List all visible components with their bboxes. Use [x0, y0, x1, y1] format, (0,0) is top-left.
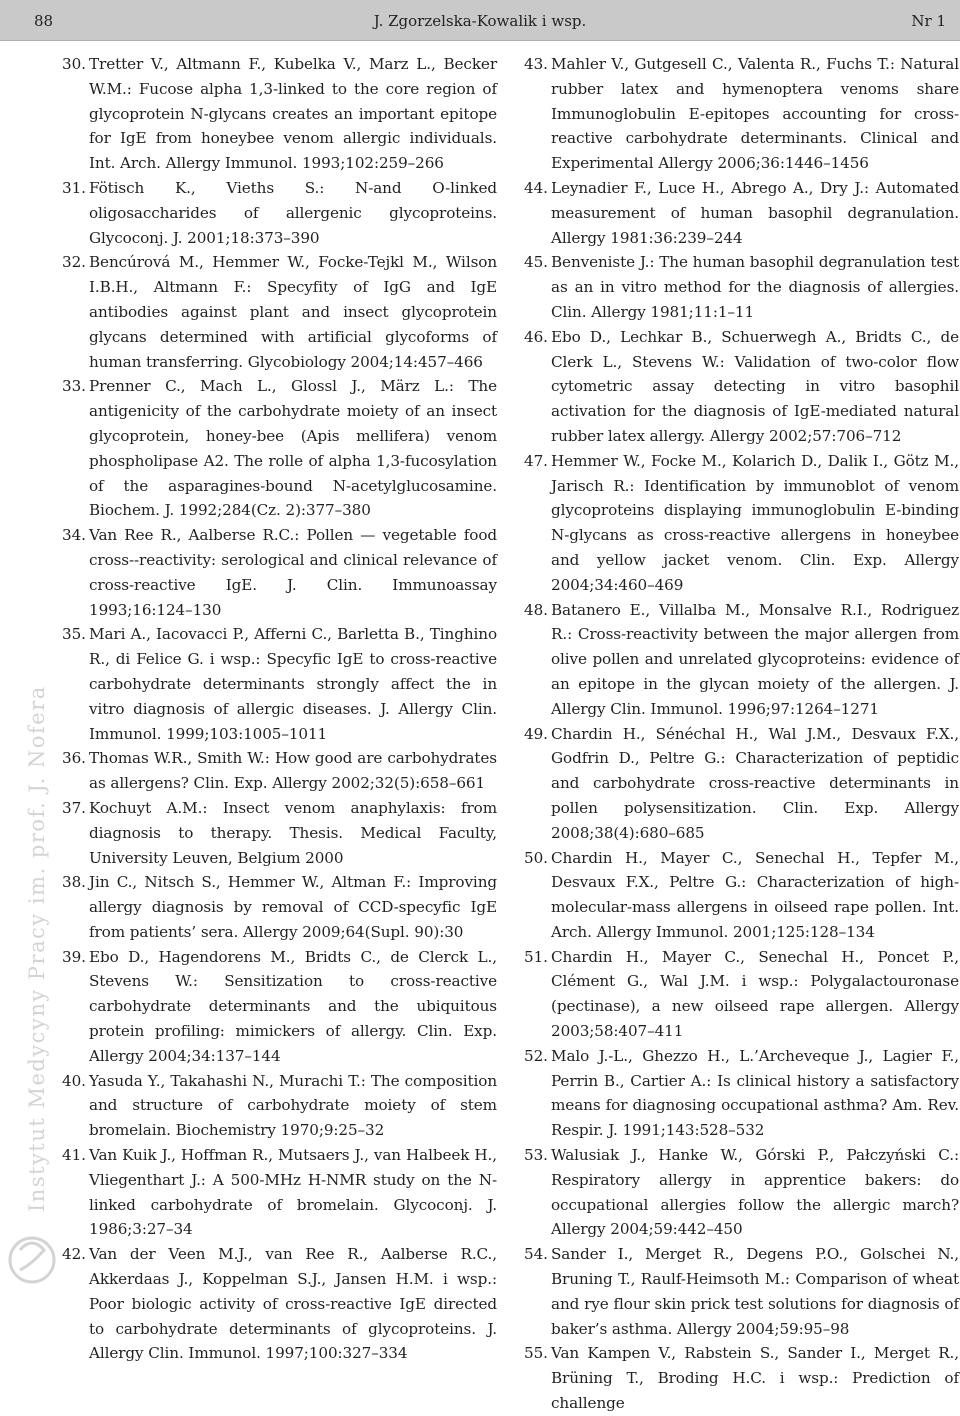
reference-item	[62, 176, 497, 250]
reference-number: 35.	[62, 625, 86, 644]
reference-item	[524, 176, 959, 250]
watermark-logo-icon	[10, 1238, 54, 1282]
reference-text: Walusiak J., Hanke W., Górski P., Pałczyński C.: Respiratory allergy in apprentice bakers: do occupational allergies follow the allergic march? Allergy 2004;59:442–450	[551, 1146, 959, 1239]
reference-item	[62, 1242, 497, 1366]
reference-number: 38.	[62, 873, 86, 892]
reference-number: 32.	[62, 253, 86, 272]
reference-text: Fötisch K., Vieths S.: N-and O-linked oligosaccharides of allergenic glycoproteins. Glycoconj. J. 2001;18:373–390	[89, 178, 497, 247]
reference-number: 37.	[62, 798, 86, 817]
reference-item	[524, 945, 959, 1044]
reference-item	[524, 250, 959, 324]
reference-text: Malo J.-L., Ghezzo H., L.’Archeveque J., Lagier F., Perrin B., Cartier A.: Is clinical history a satisfactory means for diagnosing occupational asthma? Am. Rev. Respir. J. 1991;143:528–532	[551, 1046, 959, 1140]
reference-number: 36.	[62, 749, 86, 768]
reference-number: 44.	[524, 178, 548, 197]
watermark-text: Instytut Medycyny Pracy im. prof. J. Nofera	[25, 685, 49, 1212]
reference-text: Hemmer W., Focke M., Kolarich D., Dalik I., Götz M., Jarisch R.: Identification by immunoblot of venom glycoproteins displaying immunoglobulin E-binding N-glycans as cross-reactive allergens in honeybee and yellow jacket venom. Clin. Exp. Allergy 2004;34:460–469	[551, 451, 959, 594]
reference-text: Chardin H., Sénéchal H., Wal J.M., Desvaux F.X., Godfrin D., Peltre G.: Characterization of peptidic and carbohydrate cross-reactive determinants in pollen polysensitization. Clin. Exp. Allergy 2008;38(4):680–685	[551, 724, 959, 842]
reference-item	[524, 846, 959, 945]
reference-number: 39.	[62, 947, 86, 966]
reference-item	[62, 250, 497, 374]
reference-item	[62, 746, 497, 796]
reference-text: Mari A., Iacovacci P., Afferni C., Barletta B., Tinghino R., di Felice G. i wsp.: Specyfic IgE to cross-reactive carbohydrate determinants strongly affect the in vitro diagnosis of allergic diseases. J. Allergy Clin. Immunol. 1999;103:1005–1011	[89, 625, 497, 743]
reference-number: 34.	[62, 526, 86, 545]
reference-number: 30.	[62, 55, 86, 73]
reference-number: 50.	[524, 848, 548, 867]
reference-number: 46.	[524, 327, 548, 346]
reference-item	[524, 325, 959, 449]
reference-number: 31.	[62, 178, 86, 197]
reference-number: 47.	[524, 451, 548, 470]
reference-number: 53.	[524, 1146, 548, 1165]
page-number: 88	[34, 12, 54, 30]
references-left-column	[62, 52, 497, 1366]
reference-item	[524, 722, 959, 846]
reference-number: 55.	[524, 1344, 548, 1363]
reference-item	[62, 1069, 497, 1143]
reference-text: Chardin H., Mayer C., Senechal H., Tepfer M., Desvaux F.X., Peltre G.: Characterization of high-molecular-mass allergens in oilseed rape pollen. Int. Arch. Allergy Immunol. 2001;125:128–134	[551, 848, 959, 941]
reference-text: Bencúrová M., Hemmer W., Focke-Tejkl M., Wilson I.B.H., Altmann F.: Specyfity of IgG and IgE antibodies against plant and insect glycoprotein glycans determined with artificial glycoforms of human transferring. Glycobiology 2004;14:457–466	[89, 253, 497, 371]
reference-item	[524, 598, 959, 722]
reference-item	[524, 1341, 959, 1415]
reference-text: Leynadier F., Luce H., Abrego A., Dry J.: Automated measurement of human basophil degranulation. Allergy 1981:36:239–244	[551, 178, 959, 247]
reference-number: 41.	[62, 1146, 86, 1165]
reference-number: 48.	[524, 600, 548, 619]
reference-number: 49.	[524, 724, 548, 743]
watermark-graphic	[0, 560, 60, 1288]
running-header	[0, 0, 960, 41]
reference-text: Benveniste J.: The human basophil degranulation test as an in vitro method for the diagnosis of allergies. Clin. Allergy 1981;11:1–11	[551, 253, 959, 321]
reference-item	[62, 523, 497, 622]
reference-item	[62, 374, 497, 523]
reference-number: 33.	[62, 377, 86, 396]
reference-text: Yasuda Y., Takahashi N., Murachi T.: The composition and structure of carbohydrate moiety of stem bromelain. Biochemistry 1970;9:25–32	[89, 1071, 497, 1140]
reference-text: Mahler V., Gutgesell C., Valenta R., Fuchs T.: Natural rubber latex and hymenoptera venoms share Immunoglobulin E-epitopes accounting for cross-reactive carbohydrate determinants. Clinical and Experimental Allergy 2006;36:1446–1456	[551, 55, 959, 173]
reference-text: Van der Veen M.J., van Ree R., Aalberse R.C., Akkerdaas J., Koppelman S.J., Jansen H.M. i wsp.: Poor biologic activity of cross-reactive IgE directed to carbohydrate determinants of glycoproteins. J. Allergy Clin. Immunol. 1997;100:327–334	[89, 1245, 497, 1363]
reference-item	[524, 1044, 959, 1143]
institute-watermark	[0, 560, 60, 1288]
reference-text: Van Ree R., Aalberse R.C.: Pollen — vegetable food cross--reactivity: serological and clinical relevance of cross-reactive IgE. J. Clin. Immunoassay 1993;16:124–130	[89, 526, 497, 619]
reference-item	[524, 52, 959, 176]
reference-text: Ebo D., Lechkar B., Schuerwegh A., Bridts C., de Clerk L., Stevens W.: Validation of two-color flow cytometric assay detecting in vitro basophil activation for the diagnosis of IgE-mediated natural rubber latex allergy. Allergy 2002;57:706–712	[551, 327, 959, 445]
reference-item	[62, 945, 497, 1069]
reference-text: Tretter V., Altmann F., Kubelka V., Marz L., Becker W.M.: Fucose alpha 1,3-linked to the core region of glycoprotein N-glycans creates an important epitope for IgE from honeybee venom allergic individuals. Int. Arch. Allergy Immunol. 1993;102:259–266	[89, 55, 497, 173]
reference-number: 52.	[524, 1046, 548, 1065]
reference-item	[62, 1143, 497, 1242]
reference-number: 54.	[524, 1245, 548, 1264]
reference-item	[524, 1143, 959, 1242]
reference-text: Van Kampen V., Rabstein S., Sander I., Merget R., Brüning T., Broding H.C. i wsp.: Prediction of challenge	[551, 1344, 959, 1413]
issue-number: Nr 1	[911, 12, 946, 30]
reference-text: Prenner C., Mach L., Glossl J., März L.: The antigenicity of the carbohydrate moiety of an insect glycoprotein, honey-bee (Apis mellifera) venom phospholipase A2. The rolle of alpha 1,3-fucosylation of the asparagines-bound N-acetylglucosamine. Biochem. J. 1992;284(Cz. 2):377–380	[89, 377, 497, 520]
references-right-column	[524, 52, 959, 1416]
reference-text: Kochuyt A.M.: Insect venom anaphylaxis: from diagnosis to therapy. Thesis. Medical Faculty, University Leuven, Belgium 2000	[89, 798, 497, 867]
reference-number: 45.	[524, 253, 548, 272]
reference-item	[62, 52, 497, 176]
reference-item	[62, 622, 497, 746]
reference-item	[62, 796, 497, 870]
reference-item	[524, 449, 959, 598]
reference-number: 51.	[524, 947, 548, 966]
running-title: J. Zgorzelska-Kowalik i wsp.	[373, 12, 587, 30]
reference-number: 40.	[62, 1071, 86, 1090]
reference-item	[62, 870, 497, 944]
reference-number: 42.	[62, 1245, 86, 1264]
reference-text: Jin C., Nitsch S., Hemmer W., Altman F.: Improving allergy diagnosis by removal of CCD-specyfic IgE from patients’ sera. Allergy 2009;64(Supl. 90):30	[89, 873, 497, 941]
reference-text: Batanero E., Villalba M., Monsalve R.I., Rodriguez R.: Cross-reactivity between the major allergen from olive pollen and unrelated glycoproteins: evidence of an epitope in the glycan moiety of the allergen. J. Allergy Clin. Immunol. 1996;97:1264–1271	[551, 600, 959, 718]
reference-text: Thomas W.R., Smith W.: How good are carbohydrates as allergens? Clin. Exp. Allergy 2002;32(5):658–661	[89, 749, 497, 793]
reference-item	[524, 1242, 959, 1341]
reference-text: Sander I., Merget R., Degens P.O., Golschei N., Bruning T., Raulf-Heimsoth M.: Comparison of wheat and rye flour skin prick test solutions for diagnosis of baker’s asthma. Allergy 2004;59:95–98	[551, 1245, 959, 1338]
reference-number: 43.	[524, 55, 548, 73]
reference-text: Chardin H., Mayer C., Senechal H., Poncet P., Clément G., Wal J.M. i wsp.: Polygalactouronase (pectinase), a new oilseed rape allergen. Allergy 2003;58:407–411	[551, 947, 959, 1041]
reference-text: Van Kuik J., Hoffman R., Mutsaers J., van Halbeek H., Vliegenthart J.: A 500-MHz H-NMR study on the N-linked carbohydrate of bromelain. Glycoconj. J. 1986;3:27–34	[89, 1146, 497, 1239]
reference-text: Ebo D., Hagendorens M., Bridts C., de Clerck L., Stevens W.: Sensitization to cross-reactive carbohydrate determinants and the ubiquitous protein profiling: mimickers of allergy. Clin. Exp. Allergy 2004;34:137–144	[89, 947, 497, 1065]
